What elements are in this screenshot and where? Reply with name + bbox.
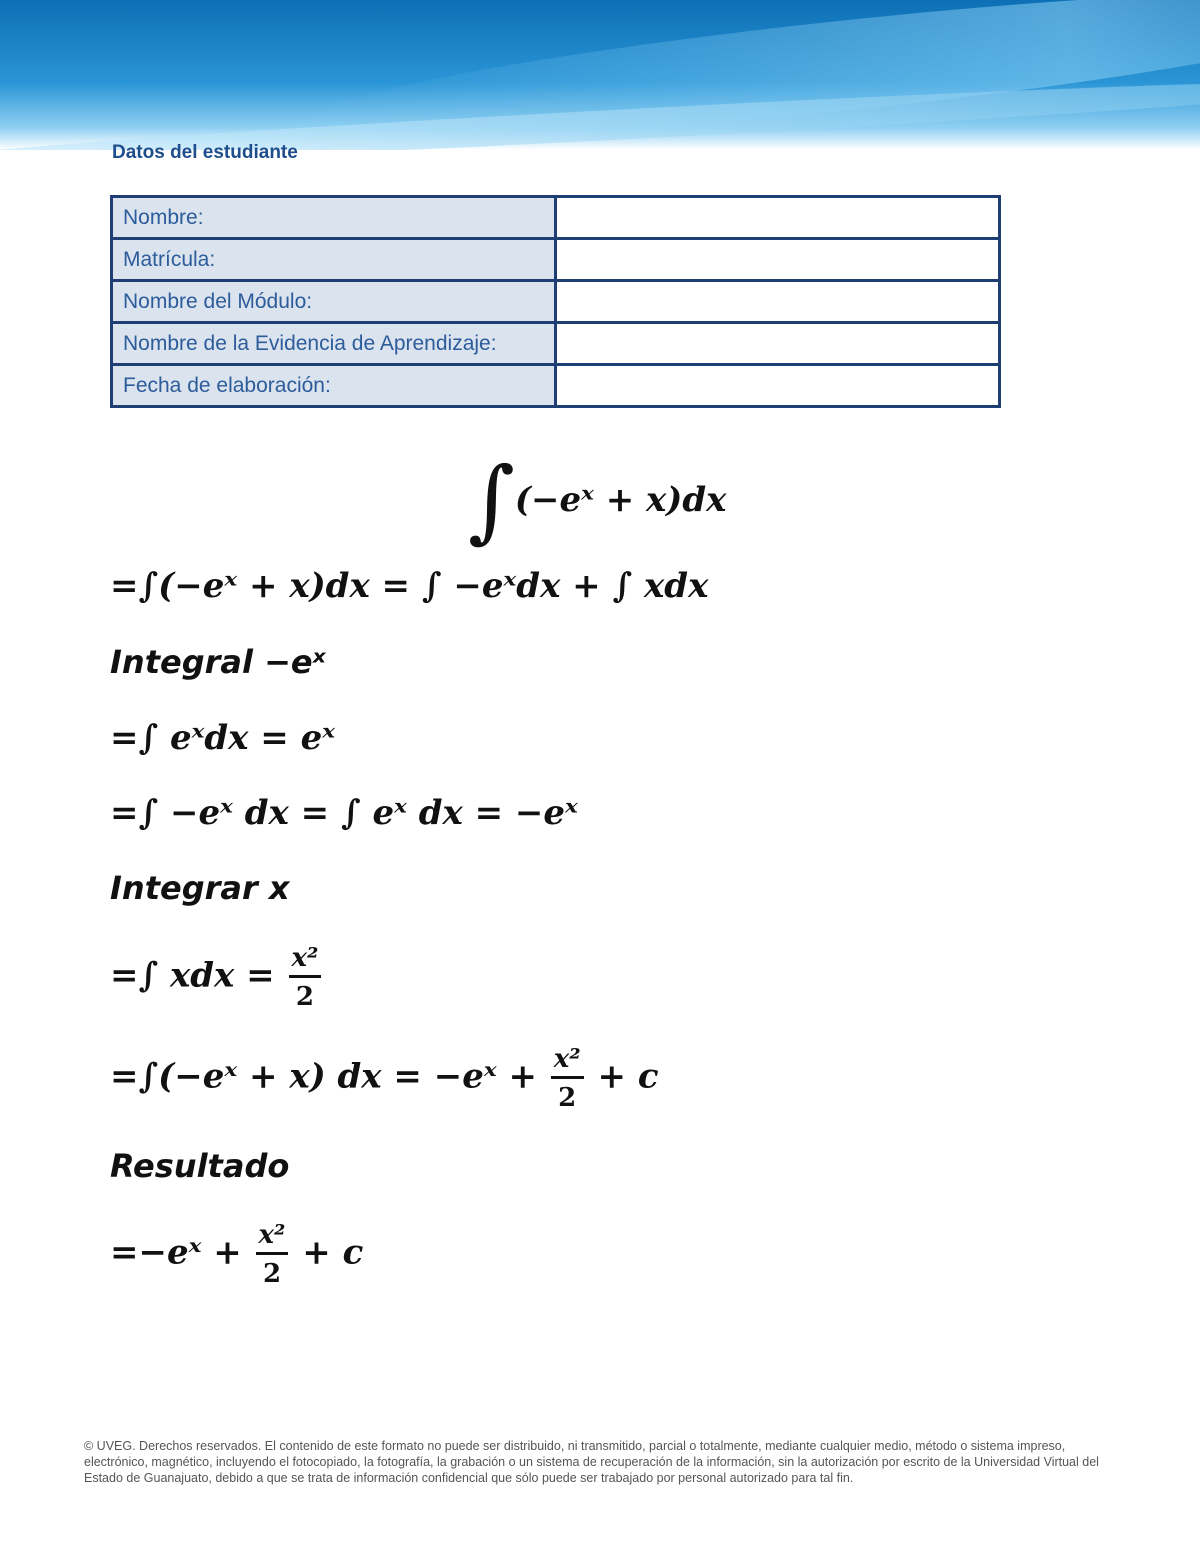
fraction <box>289 945 322 1010</box>
fraction <box>256 1222 289 1287</box>
problem-equation <box>468 448 726 553</box>
row-value[interactable] <box>556 365 1000 407</box>
row-label: Nombre de la Evidencia de Aprendizaje: <box>112 323 556 365</box>
section-title: Datos del estudiante <box>112 142 298 163</box>
row-label: Matrícula: <box>112 239 556 281</box>
row-value[interactable] <box>556 323 1000 365</box>
equation-line: =∫(−eˣ + x)dx = ∫ −eˣdx + ∫ xdx <box>110 566 709 606</box>
row-label: Nombre del Módulo: <box>112 281 556 323</box>
fraction-numerator: x² <box>256 1222 289 1255</box>
equation-text: =−eˣ + <box>110 1232 242 1273</box>
equation-text: =∫(−eˣ + x) dx = −eˣ + <box>110 1056 537 1097</box>
step-heading: Resultado <box>110 1147 290 1185</box>
table-row <box>112 323 1000 365</box>
fraction-numerator: x² <box>289 945 322 978</box>
equation-line: =∫ −eˣ dx = ∫ eˣ dx = −eˣ <box>110 793 578 833</box>
problem-expression: (−eˣ + x)dx <box>514 480 727 520</box>
step-heading: Integral −eˣ <box>110 643 326 681</box>
integral-sign: ∫ <box>468 448 515 553</box>
equation-line <box>110 945 323 1010</box>
row-value[interactable] <box>556 239 1000 281</box>
result-equation <box>110 1222 363 1287</box>
table-row <box>112 281 1000 323</box>
copyright-footer: © UVEG. Derechos reservados. El contenido de este formato no puede ser distribuido, ni transmitido, parcial o totalmente, mediante cualquier medio, método o sistema impreso, electrónico, magnético, incluyendo el fotocopiado, la fotografía, la grabación o un sistema de recuperación de la información, sin la autorización por escrito de la Universidad Virtual del Estado de Guanajuato, debido a que se trata de información confidencial que sólo puede ser trabajado por personal autorizado para tal fin. <box>84 1439 1099 1485</box>
fraction-numerator: x² <box>551 1046 584 1079</box>
student-info-table <box>110 195 1001 408</box>
fraction-denominator: 2 <box>295 982 314 1012</box>
step-heading: Integrar x <box>110 869 290 907</box>
equation-line: =∫ eˣdx = eˣ <box>110 718 336 758</box>
header-banner <box>0 0 1200 150</box>
table-row <box>112 365 1000 407</box>
equation-text: + c <box>597 1056 659 1097</box>
fraction-denominator: 2 <box>262 1259 282 1289</box>
table-row <box>112 197 1000 239</box>
table-row <box>112 239 1000 281</box>
row-label: Fecha de elaboración: <box>112 365 556 407</box>
equation-text: =∫ xdx = <box>110 955 275 996</box>
equation-line <box>110 1046 659 1111</box>
fraction-denominator: 2 <box>558 1083 577 1113</box>
row-label: Nombre: <box>112 197 556 239</box>
row-value[interactable] <box>556 281 1000 323</box>
fraction <box>551 1046 584 1111</box>
equation-text: + c <box>302 1232 364 1273</box>
row-value[interactable] <box>556 197 1000 239</box>
